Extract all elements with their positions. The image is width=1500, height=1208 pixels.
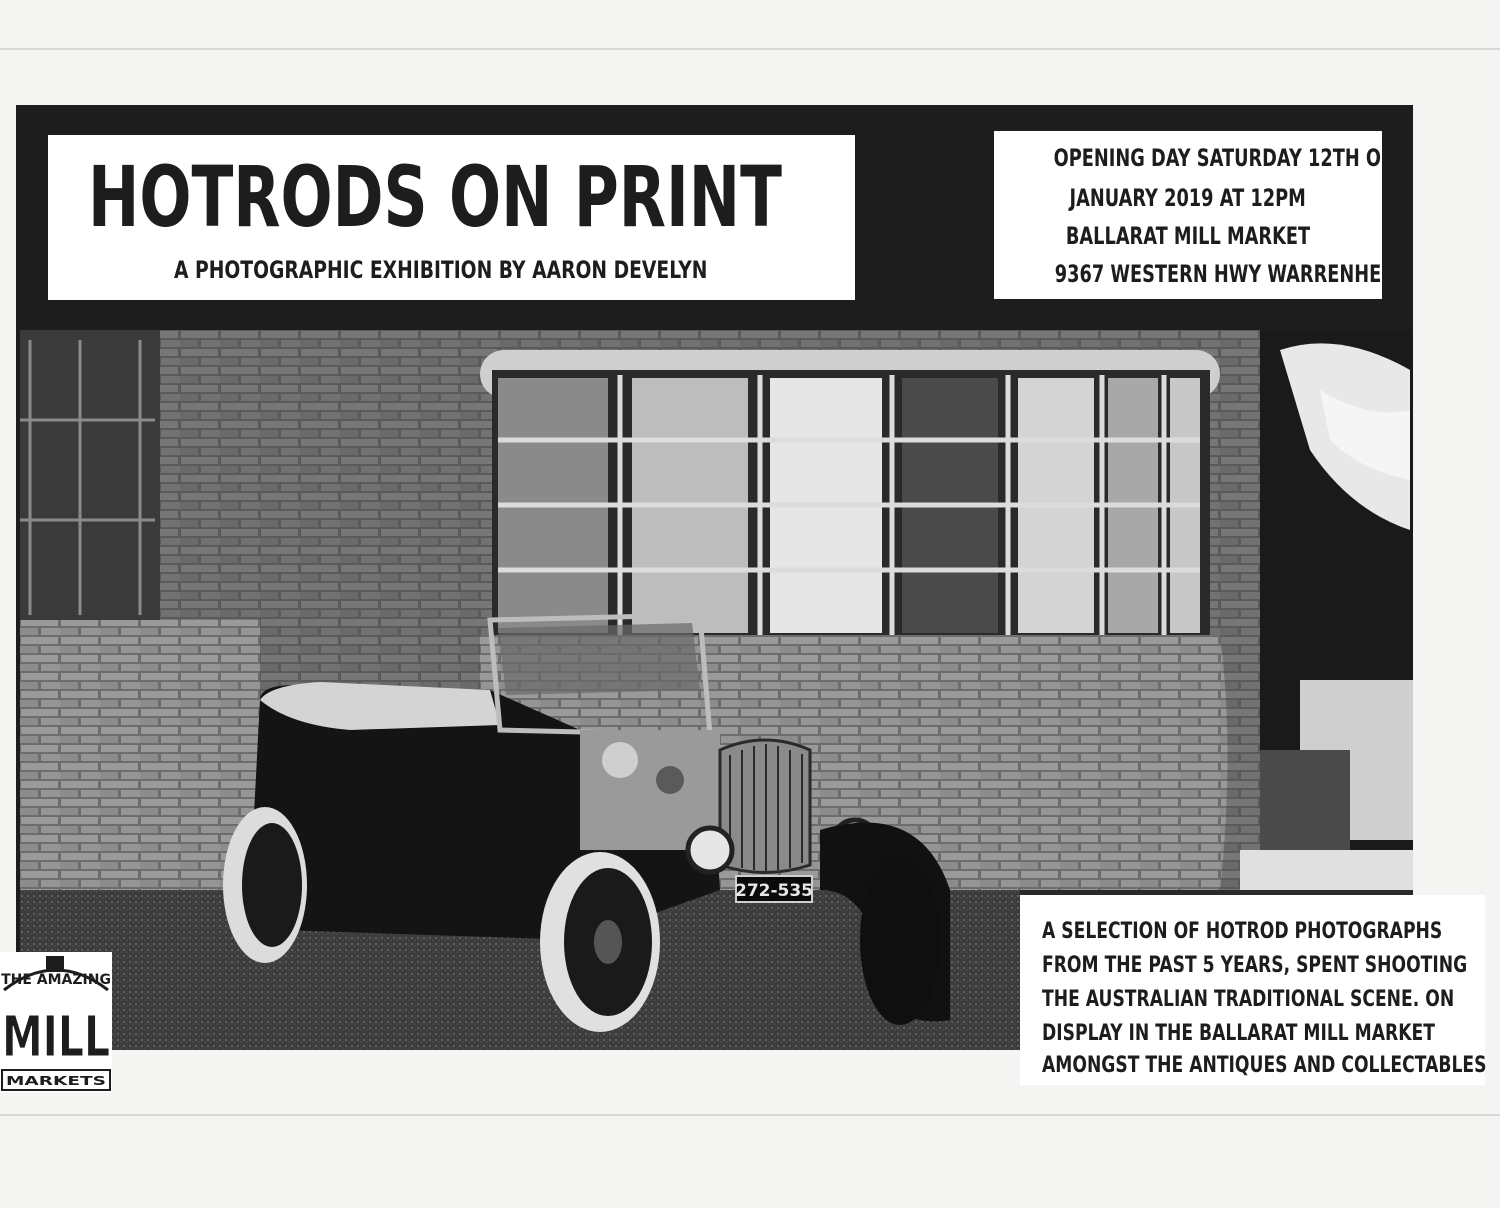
info-line: 9367 WESTERN HWY WARRENHEIP bbox=[1054, 260, 1401, 288]
info-line: JANUARY 2019 AT 12PM bbox=[1069, 184, 1307, 212]
description-line: A SELECTION OF HOTROD PHOTOGRAPHS bbox=[1042, 919, 1443, 944]
description-line: DISPLAY IN THE BALLARAT MILL MARKET bbox=[1042, 1021, 1435, 1046]
exhibition-title: HOTRODS ON PRINT bbox=[88, 148, 782, 246]
logo-bottom-text: MARKETS bbox=[6, 1074, 106, 1088]
info-line: OPENING DAY SATURDAY 12TH OF bbox=[1053, 144, 1394, 172]
front-right-wheel bbox=[860, 855, 940, 1025]
description-line: FROM THE PAST 5 YEARS, SPENT SHOOTING bbox=[1042, 953, 1468, 978]
logo-top-text: THE AMAZING bbox=[1, 972, 111, 988]
description-line: THE AUSTRALIAN TRADITIONAL SCENE. ON bbox=[1042, 987, 1455, 1012]
license-plate-number: 272-535 bbox=[734, 881, 814, 901]
description-line: AMONGST THE ANTIQUES AND COLLECTABLES bbox=[1042, 1053, 1487, 1078]
title-box bbox=[48, 135, 855, 300]
exhibition-subtitle: A PHOTOGRAPHIC EXHIBITION BY AARON DEVELYN bbox=[174, 256, 708, 284]
description-box bbox=[1020, 895, 1485, 1085]
scan-edge-top bbox=[0, 48, 1500, 50]
opening-info-box bbox=[994, 131, 1401, 299]
info-line: BALLARAT MILL MARKET bbox=[1065, 222, 1311, 250]
logo-main-text: MILL bbox=[2, 1005, 110, 1070]
scan-edge-bottom bbox=[0, 1114, 1500, 1116]
amazing-mill-markets-logo bbox=[0, 952, 112, 1092]
